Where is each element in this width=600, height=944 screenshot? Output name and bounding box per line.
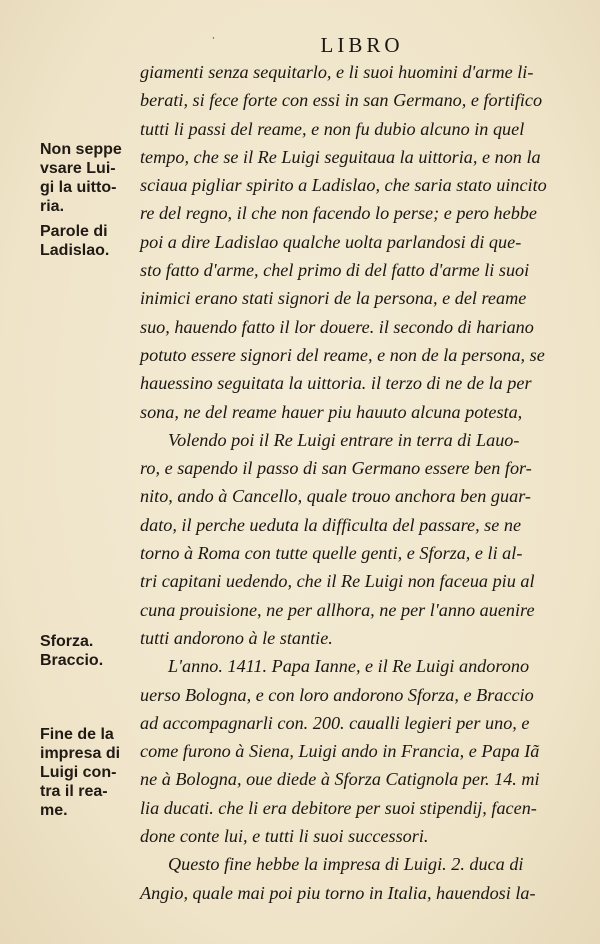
margin-note-line: Parole di: [40, 223, 108, 240]
page-mark: ·: [212, 34, 215, 44]
margin-note: [40, 222, 136, 260]
page-title: LIBRO: [320, 33, 404, 57]
text-line: dato, il perche ueduta la difficulta del passare, se ne: [140, 514, 522, 535]
text-line: lia ducati. che li era debitore per suoi stipendij, facen-: [140, 797, 537, 818]
margin-note-line: tra il rea-: [40, 783, 108, 800]
text-line: potuto essere signori del reame, e non de la persona, se: [140, 344, 545, 365]
running-header: [0, 33, 600, 58]
margin-note-line: Braccio.: [40, 652, 104, 669]
text-line: suo, hauendo fatto il lor douere. il secondo di hariano: [140, 316, 534, 337]
text-line: Angio, quale mai poi piu torno in Italia, hauendosi la-: [140, 882, 536, 903]
text-line: Volendo poi il Re Luigi entrare in terra di Lauo-: [168, 429, 520, 450]
text-line: come furono à Siena, Luigi ando in Francia, e Papa Iã: [140, 741, 540, 762]
margin-note-line: ria.: [40, 198, 65, 215]
text-line: berati, si fece forte con essi in san Germano, e fortifico: [140, 90, 543, 111]
margin-note-line: Ladislao.: [40, 242, 110, 259]
margin-note-line: vsare Lui-: [40, 160, 116, 177]
text-line: tempo, che se il Re Luigi seguitaua la uittoria, e non la: [140, 146, 541, 167]
text-line: uerso Bologna, e con loro andorono Sforza, e Braccio: [140, 684, 534, 705]
body-text: [140, 58, 580, 907]
text-line: sto fatto d'arme, chel primo di del fatto d'arme li suoi: [140, 260, 530, 281]
margin-note-line: gi la uitto-: [40, 179, 117, 196]
text-line: giamenti senza sequitarlo, e li suoi huomini d'arme li-: [140, 62, 534, 82]
text-line: sona, ne del reame hauer piu hauuto alcuna potesta,: [140, 401, 523, 422]
margin-note-line: impresa di: [40, 745, 121, 762]
margin-note: [40, 725, 136, 820]
margin-note-line: Fine de la: [40, 726, 114, 743]
text-line: hauessino seguitata la uittoria. il terzo di ne de la per: [140, 373, 532, 394]
text-line: ro, e sapendo il passo di san Germano essere ben for-: [140, 458, 532, 479]
text-line: L'anno. 1411. Papa Ianne, e il Re Luigi andorono: [168, 656, 530, 677]
text-line: inimici erano stati signori de la persona, e del reame: [140, 288, 527, 309]
margin-note-line: Non seppe: [40, 141, 122, 158]
text-line: tri capitani uedendo, che il Re Luigi non faceua piu al: [140, 571, 535, 592]
text-line: ne à Bologna, oue diede à Sforza Catignola per. 14. mi: [140, 769, 540, 790]
margin-note-line: Luigi con-: [40, 764, 117, 781]
margin-note-line: Sforza.: [40, 633, 94, 650]
margin-note: [40, 632, 136, 670]
text-line: re del regno, il che non facendo lo perse; e pero hebbe: [140, 203, 537, 224]
text-line: done conte lui, e tutti li suoi successori.: [140, 826, 429, 847]
text-line: torno à Roma con tutte quelle genti, e Sforza, e li al-: [140, 543, 523, 564]
text-line: ad accompagnarli con. 200. caualli legieri per uno, e: [140, 712, 530, 733]
text-line: nito, ando à Cancello, quale trouo anchora ben guar-: [140, 486, 531, 507]
margin-note-line: me.: [40, 802, 68, 819]
text-line: tutti li passi del reame, e non fu dubio alcuno in quel: [140, 118, 525, 139]
text-line: tutti andorono à le stantie.: [140, 627, 333, 648]
text-line: Questo fine hebbe la impresa di Luigi. 2. duca di: [168, 854, 524, 875]
margin-note: [40, 140, 136, 216]
text-line: poi a dire Ladislao qualche uolta parlandosi di que-: [140, 231, 522, 252]
text-line: cuna prouisione, ne per allhora, ne per l'anno auenire: [140, 599, 535, 620]
text-line: sciaua pigliar spirito a Ladislao, che saria stato uincito: [140, 175, 547, 196]
